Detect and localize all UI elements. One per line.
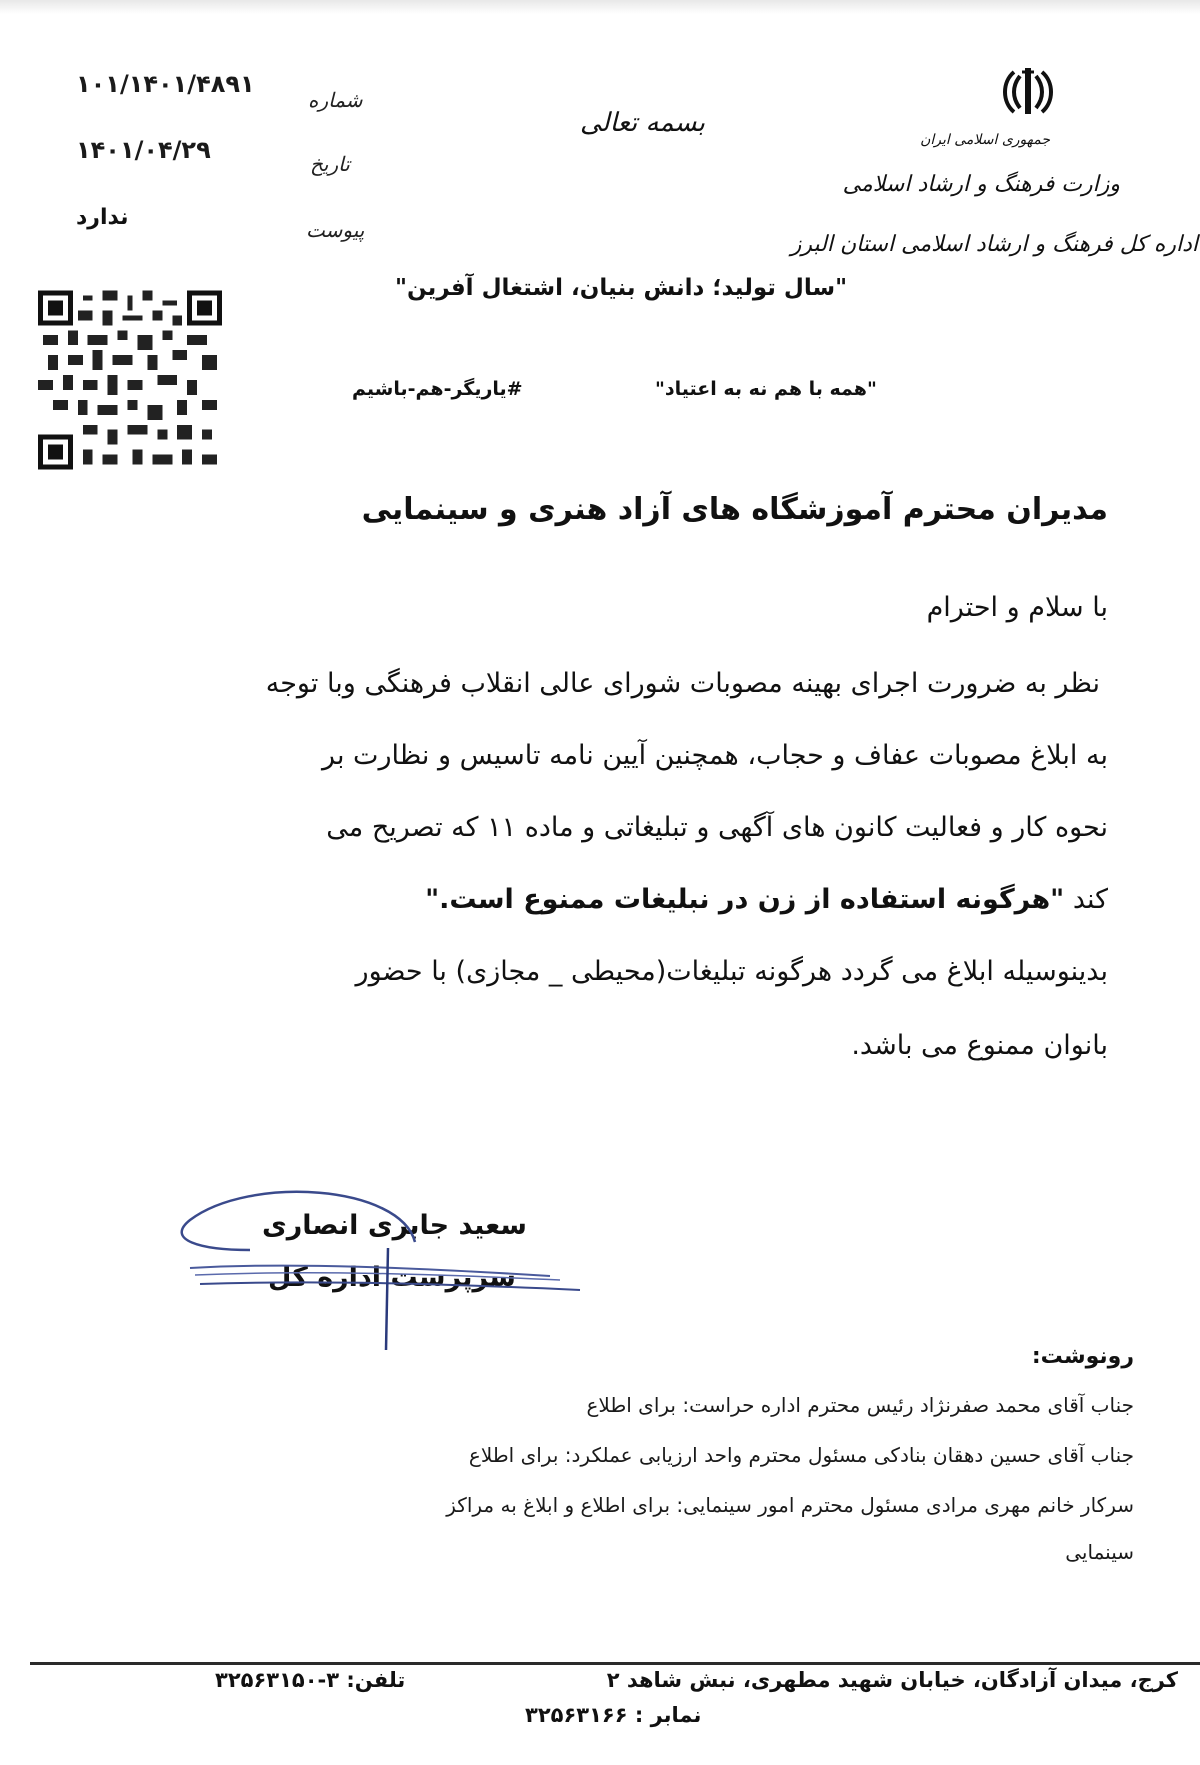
office-name: اداره کل فرهنگ و ارشاد اسلامی استان البرز [790,232,1198,257]
number-label: شماره [308,88,363,112]
cc-heading: رونوشت: [1031,1344,1134,1369]
attachment-label: پیوست [306,218,365,242]
body-line-3: نحوه کار و فعالیت کانون های آگهی و تبلیغاتی و ماده ۱۱ که تصریح می [326,812,1108,843]
body-line-4-quote [425,884,1108,915]
attachment-value: ندارد [76,205,129,230]
reference-number: ۱۰۱/۱۴۰۱/۴۸۹۱ [76,70,255,98]
footer-fax [525,1703,701,1727]
recipient-heading: مدیران محترم آموزشگاه های آزاد هنری و سینمایی [361,492,1108,527]
footer-divider [30,1662,1200,1665]
cc-line-1: جناب آقای محمد صفرنژاد رئیس محترم اداره حراست: برای اطلاع [586,1393,1134,1417]
footer-phone [215,1668,405,1692]
cc-line-2: جناب آقای حسین دهقان بنادکی مسئول محترم واحد ارزیابی عملکرد: برای اطلاع [468,1443,1134,1467]
signatory-title: سرپرست اداره کل [268,1262,516,1293]
ministry-name: وزارت فرهنگ و ارشاد اسلامی [842,172,1120,197]
iran-emblem-icon [1000,66,1056,118]
footer-address: کرج، میدان آزادگان، خیابان شهید مطهری، نبش شاهد ۲ [606,1668,1178,1692]
scan-top-edge [0,0,1200,14]
anti-addiction-slogan: "همه با هم نه به اعتیاد" [655,378,877,400]
phone-label: تلفن: [346,1668,406,1692]
fax-number: ۳۲۵۶۳۱۶۶ [525,1703,628,1727]
body-line-1: نظر به ضرورت اجرای بهینه مصوبات شورای عالی انقلاب فرهنگی وبا توجه [265,668,1100,699]
handwritten-signature-icon [170,1180,590,1360]
signatory-name: سعید جابری انصاری [262,1210,527,1241]
body-line-6: بانوان ممنوع می باشد. [851,1030,1108,1061]
date-label: تاریخ [310,152,350,176]
body-line-5: بدینوسیله ابلاغ می گردد هرگونه تبلیغات(محیطی _ مجازی) با حضور [355,956,1108,987]
invocation: بسمه تعالی [580,108,705,138]
qr-code-icon [38,290,222,470]
body-line-2: به ابلاغ مصوبات عفاف و حجاب، همچنین آیین نامه تاسیس و نظارت بر [322,740,1108,771]
year-slogan: "سال تولید؛ دانش بنیان، اشتغال آفرین" [395,275,848,301]
phone-number: ۳-۳۲۵۶۳۱۵۰ [215,1668,340,1692]
letter-date: ۱۴۰۱/۰۴/۲۹ [76,136,211,164]
quoted-rule: "هرگونه استفاده از زن در نبلیغات ممنوع است." [425,884,1065,915]
quote-prefix: کند [1064,884,1108,915]
country-name: جمهوری اسلامی ایران [920,132,1050,148]
cc-line-3: سرکار خانم مهری مرادی مسئول محترم امور سینمایی: برای اطلاع و ابلاغ به مراکز [446,1493,1134,1517]
cc-line-4: سینمایی [1065,1540,1134,1564]
campaign-hashtag: #یاریگر-هم-باشیم [352,378,523,400]
fax-label: نمابر : [634,1703,702,1727]
greeting: با سلام و احترام [926,592,1108,623]
